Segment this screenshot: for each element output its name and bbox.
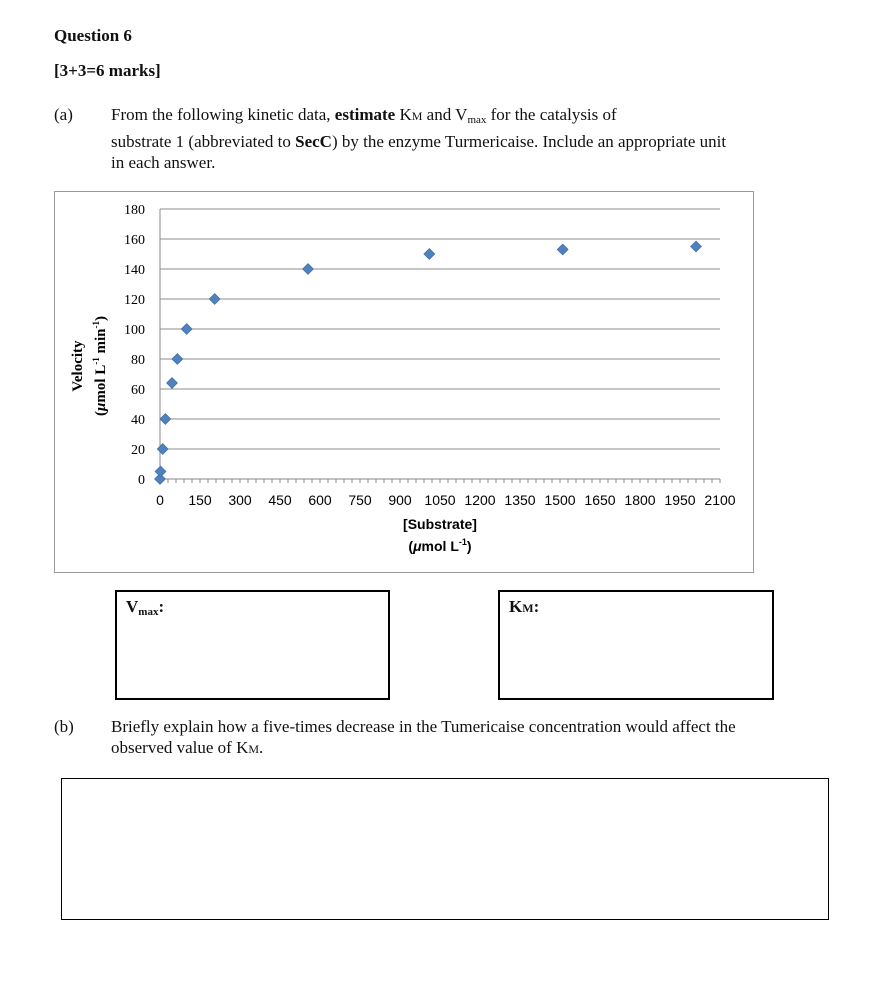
y-tick-label: 180 (124, 203, 145, 218)
part-a-question (111, 104, 861, 173)
part-a-line-1: From the following kinetic data, estimate KM and $V_{max}$ for the catalysis of (111, 105, 617, 126)
question-marks: [3+3=6 marks] (54, 61, 161, 80)
data-point (424, 249, 435, 260)
y-axis-title: Velocity (70, 340, 86, 392)
y-tick-label: 160 (124, 233, 145, 248)
y-tick-label: 120 (124, 293, 145, 308)
x-axis-title: [Substrate] (403, 516, 477, 532)
x-tick-label: 1050 (424, 492, 456, 508)
chart-frame (54, 191, 754, 573)
y-tick-label: 60 (131, 383, 145, 398)
x-tick-label: 2100 (704, 492, 736, 508)
data-point (160, 414, 171, 425)
x-tick-label: 600 (308, 492, 332, 508)
data-points (155, 241, 702, 485)
part-b-label: (b) (54, 717, 74, 736)
x-axis-unit: (μmol $L^{-1}$) (408, 537, 472, 554)
x-tick-label: 150 (188, 492, 212, 508)
x-tick-label: 750 (348, 492, 372, 508)
vmax-answer-box[interactable] (115, 590, 390, 700)
data-point (172, 354, 183, 365)
x-tick-label: 1950 (664, 492, 696, 508)
data-point (167, 378, 178, 389)
part-a-line-3: in each answer. (111, 153, 216, 172)
y-tick-label: 0 (138, 473, 145, 488)
question-title: Question 6 (54, 26, 132, 45)
y-tick-label: 40 (131, 413, 145, 428)
data-point (557, 244, 568, 255)
data-point (303, 264, 314, 275)
x-tick-label: 300 (228, 492, 252, 508)
part-b-line-1: Briefly explain how a five-times decrease in the Tumericaise concentration would affect the (111, 717, 736, 736)
data-point (155, 466, 166, 477)
scatter-chart (55, 192, 755, 574)
data-point (157, 444, 168, 455)
x-tick-label: 0 (156, 492, 164, 508)
x-tick-label: 1800 (624, 492, 656, 508)
x-tick-label: 450 (268, 492, 292, 508)
chart-gridlines (160, 209, 720, 483)
x-tick-label: 1200 (464, 492, 496, 508)
x-tick-label: 1350 (504, 492, 536, 508)
vmax-label: $V_{max}$: (126, 597, 165, 618)
km-label: KM: (509, 597, 540, 616)
data-point (209, 294, 220, 305)
part-b-question (111, 716, 871, 760)
part-a-label: (a) (54, 105, 73, 124)
x-tick-label: 1500 (544, 492, 576, 508)
x-tick-label: 1650 (584, 492, 616, 508)
y-tick-label: 140 (124, 263, 145, 278)
part-b-line-2: observed value of KM. (111, 738, 264, 757)
part-a-line-2: substrate 1 (abbreviated to SecC) by the enzyme Turmericaise. Include an appropriate unit (111, 132, 727, 151)
data-point (181, 324, 192, 335)
x-tick-labels (156, 492, 736, 508)
y-tick-label: 80 (131, 353, 145, 368)
y-tick-labels (124, 203, 145, 488)
km-answer-box[interactable] (498, 590, 774, 700)
y-tick-label: 20 (131, 443, 145, 458)
part-b-answer-box[interactable] (61, 778, 829, 920)
y-tick-label: 100 (124, 323, 145, 338)
data-point (691, 241, 702, 252)
x-tick-label: 900 (388, 492, 412, 508)
y-axis-unit: (μmol $L^{-1}$ $\min^{-1}$) (91, 315, 109, 417)
